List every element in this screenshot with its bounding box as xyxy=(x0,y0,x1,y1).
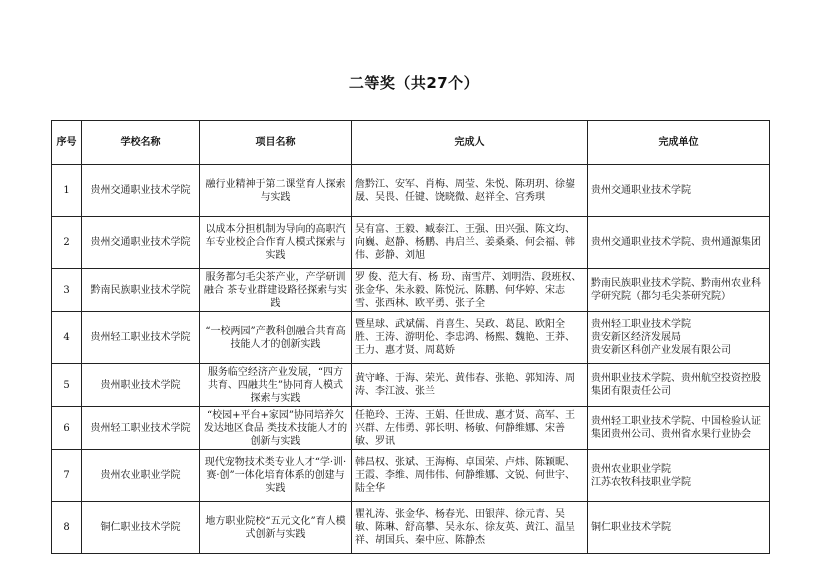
table-row xyxy=(52,364,770,407)
header-index: 序号 xyxy=(52,121,82,165)
award-table xyxy=(51,120,770,554)
cell-school: 贵州交通职业技术学院 xyxy=(82,165,200,217)
cell-people: 韩昌权、张斌、王海梅、卓国荣、卢炜、陈颖昵、王霞、李维、周伟伟、何静维娜、文锐、何世宇、陆全华 xyxy=(352,450,588,502)
cell-index: 7 xyxy=(52,450,82,502)
cell-people: 吴有富、王毅、臧泰江、王强、田兴强、陈文均、向巍、赵静、杨鹏、冉启兰、姜桑桑、何会福、韩伟、彭静、刘旭 xyxy=(352,217,588,269)
header-project: 项目名称 xyxy=(200,121,352,165)
cell-school: 贵州农业职业学院 xyxy=(82,450,200,502)
cell-units: 铜仁职业技术学院 xyxy=(588,502,770,554)
cell-index: 1 xyxy=(52,165,82,217)
cell-units: 黔南民族职业技术学院、黔南州农业科 学研究院（都匀毛尖茶研究院） xyxy=(588,269,770,312)
cell-project: 服务都匀毛尖茶产业，产学研训融合 茶专业群建设路径探索与实践 xyxy=(200,269,352,312)
table-row xyxy=(52,312,770,364)
page-title: 二等奖（共27个） xyxy=(348,74,480,92)
cell-units: 贵州职业技术学院、贵州航空投资控股集团有限责任公司 xyxy=(588,364,770,407)
cell-project: 现代宠物技术类专业人才“学·训·赛·创”一体化培育体系的创建与实践 xyxy=(200,450,352,502)
cell-people: 詹黔江、安军、肖梅、周莹、朱悦、陈玥玥、徐鋆晟、吴畏、任键、饶晓微、赵祥全、宫秀琪 xyxy=(352,165,588,217)
cell-school: 贵州职业技术学院 xyxy=(82,364,200,407)
table-header-row xyxy=(52,121,770,165)
cell-project: “一校两园”产教科创融合共育高技能人才的创新实践 xyxy=(200,312,352,364)
cell-people: 罗 俊、范大有、杨 玢、南雪芹、刘明浩、段班权、张金华、朱永毅、陈悦沅、陈鹏、何华婷、宋志雪、张西林、欧平勇、张子全 xyxy=(352,269,588,312)
cell-units: 贵州交通职业技术学院 xyxy=(588,165,770,217)
cell-index: 5 xyxy=(52,364,82,407)
cell-school: 铜仁职业技术学院 xyxy=(82,502,200,554)
cell-index: 2 xyxy=(52,217,82,269)
header-people: 完成人 xyxy=(352,121,588,165)
cell-school: 黔南民族职业技术学院 xyxy=(82,269,200,312)
cell-school: 贵州轻工职业技术学院 xyxy=(82,312,200,364)
cell-project: 地方职业院校“五元文化”育人模式创新与实践 xyxy=(200,502,352,554)
cell-index: 3 xyxy=(52,269,82,312)
cell-project: 以成本分担机制为导向的高职汽车专业校企合作育人模式探索与实践 xyxy=(200,217,352,269)
header-units: 完成单位 xyxy=(588,121,770,165)
table-row xyxy=(52,269,770,312)
table-row xyxy=(52,502,770,554)
table-row xyxy=(52,450,770,502)
table-row xyxy=(52,165,770,217)
cell-project: 服务临空经济产业发展，“四方共育、四融共生”协同育人模式探索与实践 xyxy=(200,364,352,407)
cell-people: 任艳玲、王涛、王娟、任世成、惠才贤、高军、王兴群、左伟勇、郭长明、杨敏、何静维娜、宋善敏、罗讯 xyxy=(352,407,588,450)
cell-index: 8 xyxy=(52,502,82,554)
cell-school: 贵州交通职业技术学院 xyxy=(82,217,200,269)
cell-index: 4 xyxy=(52,312,82,364)
table-row xyxy=(52,217,770,269)
cell-units: 贵州农业职业学院 江苏农牧科技职业学院 xyxy=(588,450,770,502)
cell-units: 贵州轻工职业技术学院 贵安新区经济发展局 贵安新区科创产业发展有限公司 xyxy=(588,312,770,364)
cell-people: 暨星球、武斌儒、肖喜生、吴政、葛昆、欧阳全胜、王涛、游明伦、李忠鸿、杨熙、魏艳、王莽、王力、惠才贤、周葛娇 xyxy=(352,312,588,364)
table-row xyxy=(52,407,770,450)
header-school: 学校名称 xyxy=(82,121,200,165)
cell-units: 贵州轻工职业技术学院、中国检验认证集团贵州公司、贵州省水果行业协会 xyxy=(588,407,770,450)
cell-project: “校园+平台+家园”协同培养欠发达地区食品 类技术技能人才的创新与实践 xyxy=(200,407,352,450)
cell-school: 贵州轻工职业技术学院 xyxy=(82,407,200,450)
cell-people: 瞿礼涛、张金华、杨春光、田银萍、徐元青、吴敏、陈琳、舒高攀、吴永东、徐友英、黄江、温呈祥、胡国兵、秦中应、陈静杰 xyxy=(352,502,588,554)
cell-units: 贵州交通职业技术学院、贵州通源集团 xyxy=(588,217,770,269)
cell-index: 6 xyxy=(52,407,82,450)
cell-people: 黄守峰、于海、荣光、黄伟春、张艳、郭知涛、周涛、李江波、张兰 xyxy=(352,364,588,407)
cell-project: 融行业精神于第二课堂育人探索与实践 xyxy=(200,165,352,217)
